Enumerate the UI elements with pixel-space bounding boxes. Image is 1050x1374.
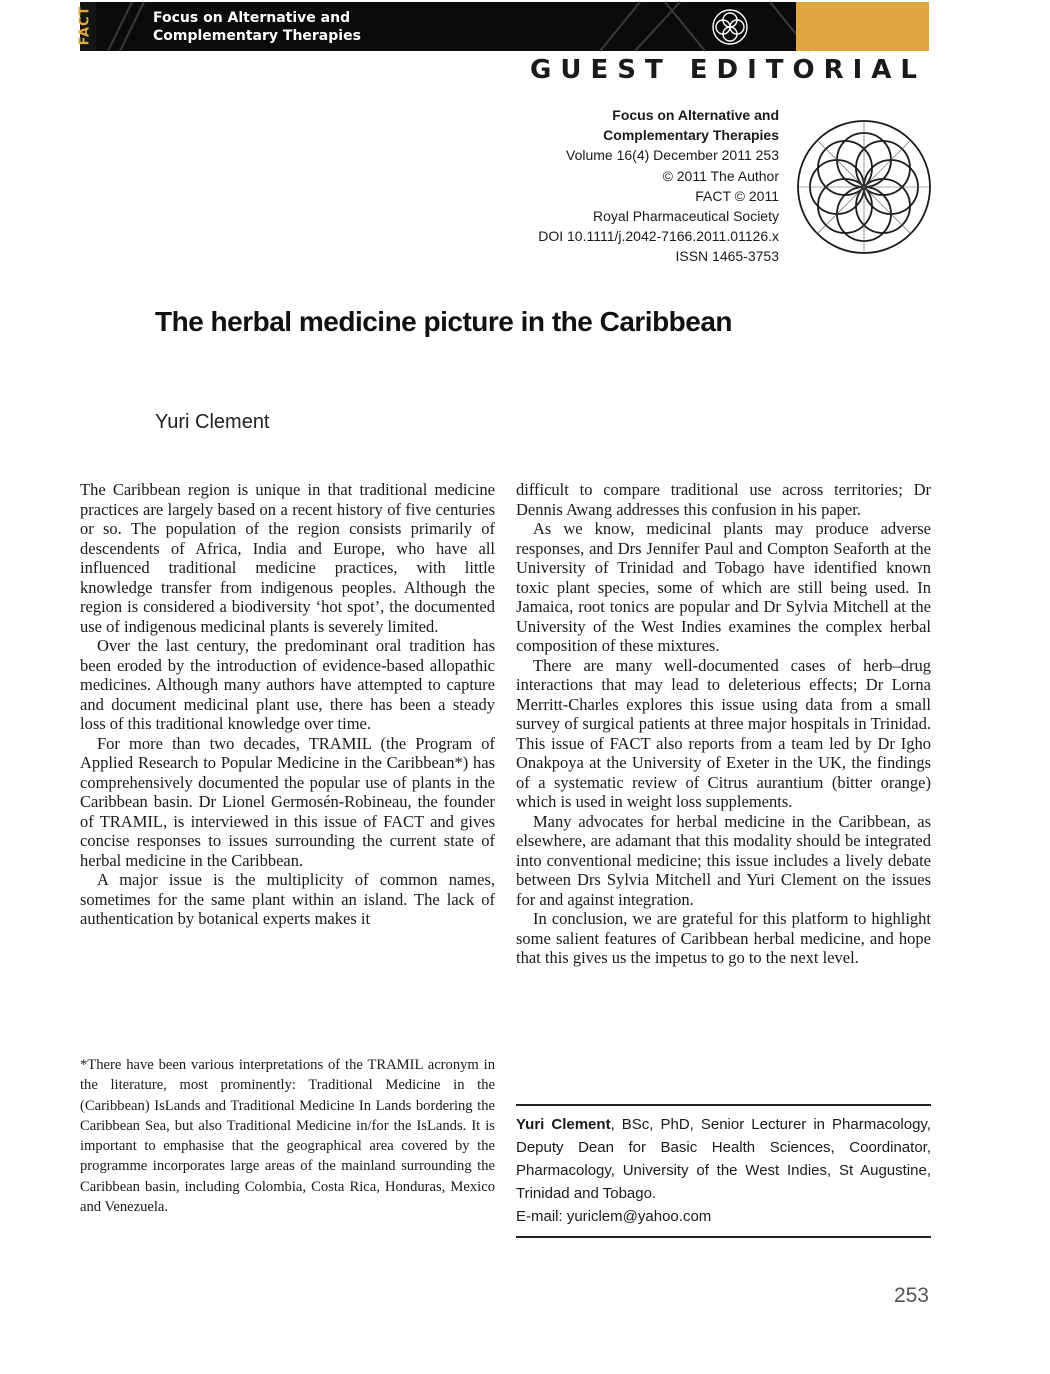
bio-details: , BSc, PhD, Senior Lecturer in Pharmacology, Deputy Dean for Basic Health Sciences, Coordinator, Pharmacology, University of the West Indies, St Augustine, Trinidad and Tobago. bbox=[516, 1116, 931, 1202]
meta-volume: Volume 16(4) December 2011 253 bbox=[566, 147, 779, 164]
banner-title-line1: Focus on Alternative and bbox=[153, 10, 351, 26]
author-bio bbox=[516, 1104, 931, 1238]
meta-journal-line2: Complementary Therapies bbox=[603, 127, 779, 144]
fact-side-label bbox=[77, 2, 96, 51]
paragraph: A major issue is the multiplicity of common names, sometimes for the same plant within an island. The lack of authentication by botanical experts makes it bbox=[80, 870, 495, 928]
banner-title bbox=[153, 9, 361, 45]
paragraph: There are many well-documented cases of herb–drug interactions that may lead to deleterious effects; Dr Lorna Merritt-Charles explores this issue using data from a small survey of surgical patients at three major hospitals in Trinidad. This issue of FACT also reports from a team led by Dr Igho Onakpoya at the University of Exeter in the UK, the findings of a systematic review of Citrus aurantium (bitter orange) which is used in weight loss supplements. bbox=[516, 655, 931, 811]
bio-name: Yuri Clement bbox=[516, 1116, 611, 1133]
bio-email[interactable]: E-mail: yuriclem@yahoo.com bbox=[516, 1208, 712, 1225]
banner-gold-block bbox=[796, 2, 929, 51]
publication-meta bbox=[538, 105, 779, 267]
meta-issn: ISSN 1465-3753 bbox=[675, 248, 779, 265]
journal-emblem-icon bbox=[795, 118, 933, 256]
paragraph: Over the last century, the predominant oral tradition has been eroded by the introduction of evidence-based allopathic medicines. Although many authors have attempted to capture and document medicinal plant use, there has been a steady loss of this traditional knowledge over time. bbox=[80, 636, 495, 733]
paragraph: For more than two decades, TRAMIL (the Program of Applied Research to Popular Medicine in the Caribbean*) has comprehensively documented the popular use of plants in the Caribbean basin. Dr Lionel Germosén-Robineau, the founder of TRAMIL, is interviewed in this issue of FACT and gives concise responses to issues surrounding the current state of herbal medicine in the Caribbean. bbox=[80, 733, 495, 870]
meta-doi[interactable]: DOI 10.1111/j.2042-7166.2011.01126.x bbox=[538, 228, 779, 245]
paragraph: As we know, medicinal plants may produce adverse responses, and Drs Jennifer Paul and Compton Seaforth at the University of Trinidad and Tobago have identified known toxic plant species, some of which are still being used. In Jamaica, root tonics are popular and Dr Sylvia Mitchell at the University of the West Indies examines the complex herbal composition of these mixtures. bbox=[516, 519, 931, 655]
fact-side-text: FACT bbox=[77, 5, 93, 46]
meta-journal-line1: Focus on Alternative and bbox=[612, 107, 779, 123]
section-label: GUEST EDITORIAL bbox=[530, 55, 926, 85]
meta-copyright-fact: FACT © 2011 bbox=[695, 187, 779, 204]
paragraph: difficult to compare traditional use across territories; Dr Dennis Awang addresses this confusion in his paper. bbox=[516, 480, 931, 519]
footnote: *There have been various interpretations of the TRAMIL acronym in the literature, most prominently: Traditional Medicine in the (Caribbean) IsLands and Traditional Medicine In Lands bordering the Caribbean Sea, but also Traditional Medicine in/for the IsLands. It is important to emphasise that the geographical area covered by the programme incorporates large areas of the mainland surrounding the Caribbean basin, including Colombia, Costa Rica, Honduras, Mexico and Venezuela. bbox=[80, 1057, 495, 1216]
meta-society: Royal Pharmaceutical Society bbox=[593, 208, 779, 225]
journal-banner bbox=[77, 2, 929, 51]
paragraph: In conclusion, we are grateful for this platform to highlight some salient features of Caribbean herbal medicine, and hope that this gives us the impetus to go to the next level. bbox=[516, 909, 931, 967]
journal-logo-icon bbox=[711, 8, 749, 46]
body-column-right bbox=[516, 480, 931, 968]
page-number: 253 bbox=[893, 1284, 929, 1307]
article-title: The herbal medicine picture in the Caribbean bbox=[155, 306, 733, 337]
paragraph: Many advocates for herbal medicine in the Caribbean, as elsewhere, are adamant that this modality should be integrated into conventional medicine; this issue includes a lively debate between Drs Sylvia Mitchell and Yuri Clement on the issues for and against integration. bbox=[516, 811, 931, 909]
paragraph: The Caribbean region is unique in that traditional medicine practices are largely based on a recent history of five centuries or so. The population of the region consists primarily of descendents of Africa, India and Europe, who have all influenced traditional medicine practices, with little knowledge transfer from indigenous peoples. Although the region is considered a biodiversity ‘hot spot’, the documented use of indigenous medicinal plants is severely limited. bbox=[80, 480, 495, 636]
banner-title-line2: Complementary Therapies bbox=[153, 28, 361, 44]
article-author: Yuri Clement bbox=[155, 411, 270, 433]
meta-copyright-author: © 2011 The Author bbox=[662, 167, 779, 184]
body-column-left bbox=[80, 480, 495, 929]
